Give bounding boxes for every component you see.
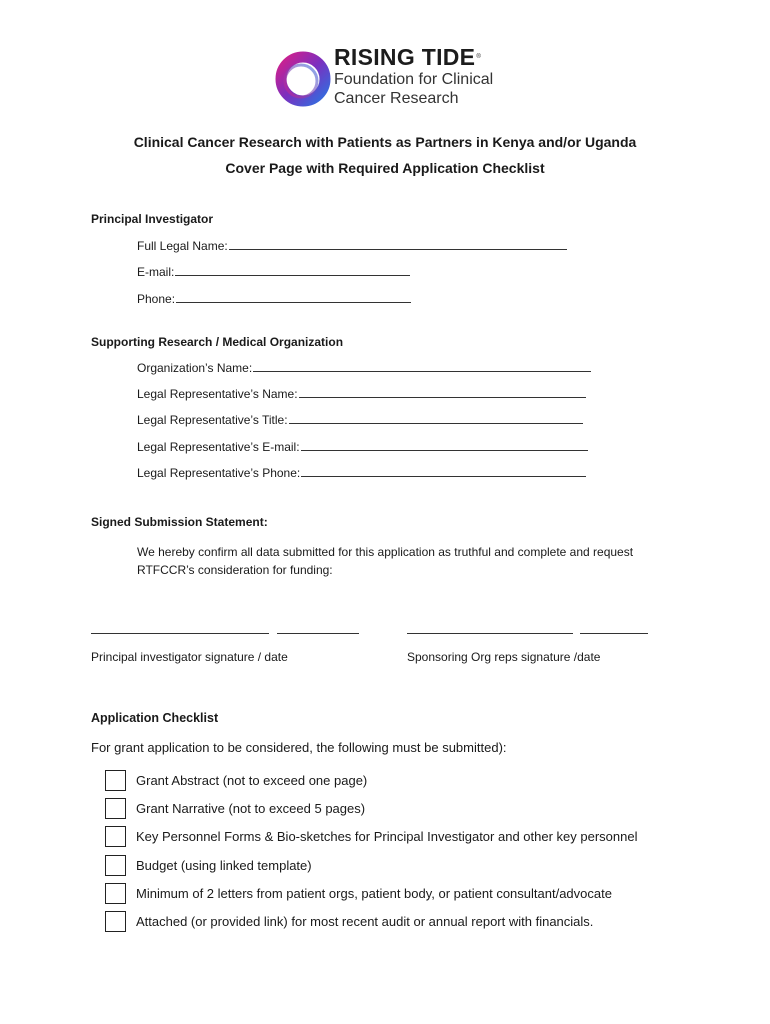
field-label: Organization’s Name: bbox=[137, 361, 253, 375]
logo-subtitle-line2: Cancer Research bbox=[334, 90, 459, 107]
legal-rep-phone-input[interactable] bbox=[301, 464, 586, 477]
field-label: Legal Representative’s Phone: bbox=[137, 466, 301, 480]
checkbox[interactable] bbox=[105, 855, 126, 876]
field-label: Phone: bbox=[137, 292, 176, 306]
legal-rep-title-input[interactable] bbox=[289, 411, 583, 424]
legal-rep-name-field[interactable] bbox=[137, 385, 586, 401]
pi-email-field[interactable] bbox=[137, 263, 410, 279]
pi-full-legal-name-field[interactable] bbox=[137, 237, 567, 253]
pi-date-line[interactable] bbox=[277, 632, 359, 634]
legal-rep-phone-field[interactable] bbox=[137, 464, 586, 480]
rising-tide-logo bbox=[272, 44, 532, 110]
logo-name: RISING TIDE® bbox=[334, 44, 482, 70]
checklist-item-label: Attached (or provided link) for most recent audit or annual report with financials. bbox=[136, 914, 594, 929]
rising-tide-logo-icon bbox=[272, 48, 334, 110]
field-label: Legal Representative’s Title: bbox=[137, 413, 288, 427]
legal-rep-email-input[interactable] bbox=[301, 438, 588, 451]
field-label: Legal Representative’s E-mail: bbox=[137, 440, 300, 454]
field-label: Full Legal Name: bbox=[137, 239, 228, 253]
checklist-item-label: Minimum of 2 letters from patient orgs, patient body, or patient consultant/advocate bbox=[136, 886, 612, 901]
legal-rep-name-input[interactable] bbox=[299, 385, 586, 398]
registered-mark: ® bbox=[476, 54, 482, 60]
checklist-item-label: Budget (using linked template) bbox=[136, 858, 312, 873]
field-label: Legal Representative’s Name: bbox=[137, 387, 298, 401]
pi-signature-label: Principal investigator signature / date bbox=[91, 650, 288, 664]
checklist-intro: For grant application to be considered, the following must be submitted): bbox=[91, 740, 507, 755]
logo-text bbox=[334, 44, 493, 108]
pi-full-legal-name-input[interactable] bbox=[229, 237, 567, 250]
checkbox[interactable] bbox=[105, 798, 126, 819]
document-subtitle: Cover Page with Required Application Checklist bbox=[225, 160, 545, 176]
checkbox[interactable] bbox=[105, 826, 126, 847]
checklist-item-label: Key Personnel Forms & Bio-sketches for Principal Investigator and other key personnel bbox=[136, 829, 638, 844]
legal-rep-email-field[interactable] bbox=[137, 438, 588, 454]
checklist-heading: Application Checklist bbox=[91, 711, 219, 725]
checkbox[interactable] bbox=[105, 911, 126, 932]
org-date-line[interactable] bbox=[580, 632, 648, 634]
org-name-input[interactable] bbox=[253, 359, 591, 372]
org-signature-label: Sponsoring Org reps signature /date bbox=[407, 650, 601, 664]
pi-email-input[interactable] bbox=[175, 263, 410, 276]
statement-line2: RTFCCR’s consideration for funding: bbox=[137, 563, 333, 577]
pi-phone-input[interactable] bbox=[176, 290, 411, 303]
field-label: E-mail: bbox=[137, 265, 175, 279]
org-name-field[interactable] bbox=[137, 359, 591, 375]
checkbox[interactable] bbox=[105, 770, 126, 791]
submission-statement bbox=[137, 543, 697, 579]
submission-heading: Signed Submission Statement: bbox=[91, 515, 268, 529]
pi-heading: Principal Investigator bbox=[91, 212, 214, 226]
checkbox[interactable] bbox=[105, 883, 126, 904]
checklist-item-label: Grant Narrative (not to exceed 5 pages) bbox=[136, 801, 366, 816]
document-title: Clinical Cancer Research with Patients as Partners in Kenya and/or Uganda bbox=[133, 134, 637, 150]
pi-signature-line[interactable] bbox=[91, 632, 269, 634]
legal-rep-title-field[interactable] bbox=[137, 411, 583, 427]
statement-line1: We hereby confirm all data submitted for this application as truthful and complete and request bbox=[137, 545, 634, 559]
checklist-item-label: Grant Abstract (not to exceed one page) bbox=[136, 773, 368, 788]
pi-phone-field[interactable] bbox=[137, 290, 411, 306]
logo-subtitle-line1: Foundation for Clinical bbox=[334, 71, 494, 88]
org-signature-line[interactable] bbox=[407, 632, 573, 634]
organization-heading: Supporting Research / Medical Organization bbox=[91, 335, 344, 349]
